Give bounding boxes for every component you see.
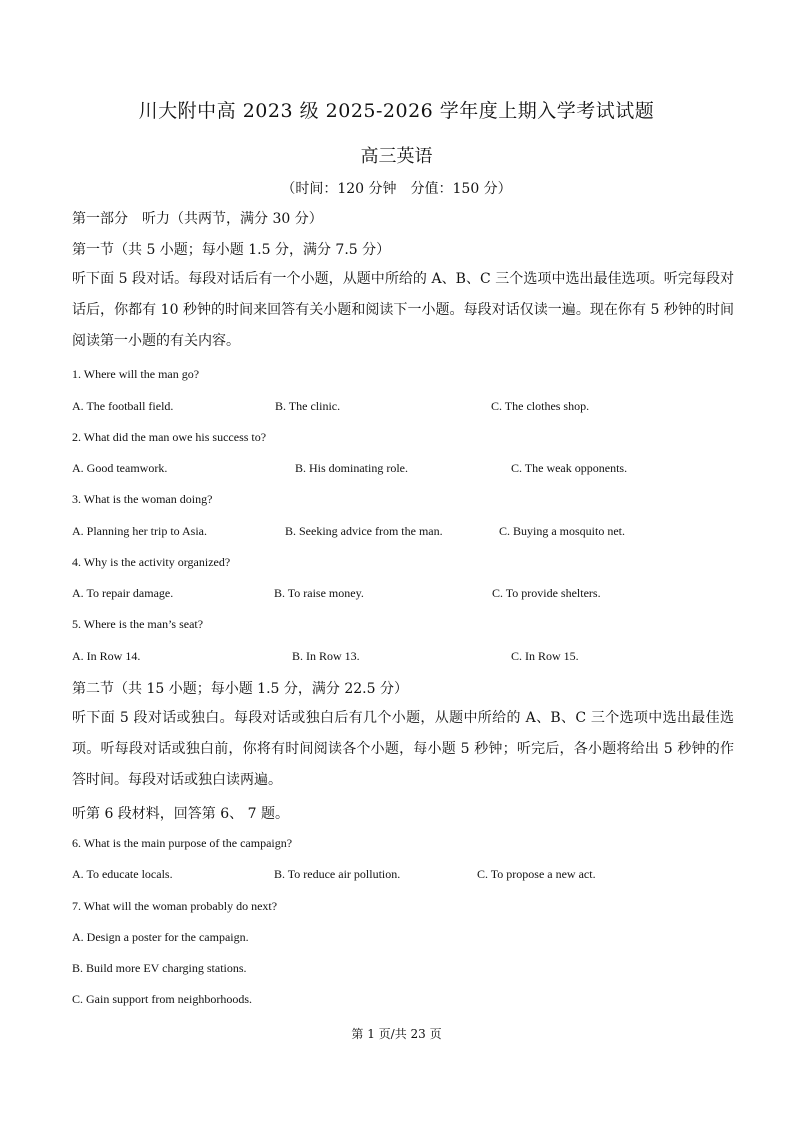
q7-option-c: C. Gain support from neighborhoods. — [72, 992, 252, 1006]
q2-option-a: A. Good teamwork. — [72, 461, 168, 475]
q5-option-c: C. In Row 15. — [511, 649, 579, 663]
exam-subject: 高三英语 — [360, 146, 433, 167]
q5-option-a: A. In Row 14. — [72, 649, 141, 663]
question-1: 1. Where will the man go? — [72, 367, 200, 381]
exam-meta: （时间：120 分钟 分值：150 分） — [281, 181, 512, 197]
q1-option-a: A. The football field. — [72, 399, 174, 413]
section2-instructions: 听下面 5 段对话或独白。每段对话或独白后有几个小题，从题中所给的 A、B、C 三个选项中选出最佳选项。听每段对话或独白前，你将有时间阅读各个小题，每小题 5 秒钟；听完后，各小题将给出 5 秒钟的作答时间。每段对话或独白读两遍。 — [72, 710, 734, 788]
q6-option-c: C. To propose a new act. — [477, 867, 596, 881]
section1-instructions: 听下面 5 段对话。每段对话后有一个小题，从题中所给的 A、B、C 三个选项中选出最佳选项。听完每段对话后，你都有 10 秒钟的时间来回答有关小题和阅读下一小题。每段对话仅读一遍。现在你有 5 秒钟的时间阅读第一小题的有关内容。 — [72, 271, 734, 349]
q4-option-b: B. To raise money. — [274, 586, 364, 600]
question-2: 2. What did the man owe his success to? — [72, 430, 267, 444]
section2-heading: 第二节（共 15 小题；每小题 1.5 分，满分 22.5 分） — [72, 681, 408, 697]
q7-option-a: A. Design a poster for the campaign. — [72, 930, 249, 944]
question-4: 4. Why is the activity organized? — [72, 555, 231, 569]
section1-heading: 第一节（共 5 小题；每小题 1.5 分，满分 7.5 分） — [72, 242, 391, 258]
q5-option-b: B. In Row 13. — [292, 649, 360, 663]
q1-option-b: B. The clinic. — [275, 399, 341, 413]
question-5: 5. Where is the man’s seat? — [72, 617, 204, 631]
q4-option-c: C. To provide shelters. — [492, 586, 601, 600]
q2-option-b: B. His dominating role. — [295, 461, 408, 475]
question-3: 3. What is the woman doing? — [72, 492, 213, 506]
question-7: 7. What will the woman probably do next? — [72, 899, 278, 913]
q3-option-c: C. Buying a mosquito net. — [499, 524, 625, 538]
page-number: 第 1 页/共 23 页 — [351, 1027, 442, 1041]
part1-heading: 第一部分 听力（共两节，满分 30 分） — [72, 211, 323, 227]
question-6: 6. What is the main purpose of the campaign? — [72, 836, 293, 850]
material-note: 听第 6 段材料，回答第 6、 7 题。 — [72, 806, 289, 822]
q6-option-a: A. To educate locals. — [72, 867, 173, 881]
q6-option-b: B. To reduce air pollution. — [274, 867, 401, 881]
q3-option-b: B. Seeking advice from the man. — [285, 524, 443, 538]
q7-option-b: B. Build more EV charging stations. — [72, 961, 247, 975]
exam-title: 川大附中高 2023 级 2025-2026 学年度上期入学考试试题 — [138, 100, 655, 122]
q3-option-a: A. Planning her trip to Asia. — [72, 524, 207, 538]
q4-option-a: A. To repair damage. — [72, 586, 174, 600]
q2-option-c: C. The weak opponents. — [511, 461, 628, 475]
q1-option-c: C. The clothes shop. — [491, 399, 590, 413]
